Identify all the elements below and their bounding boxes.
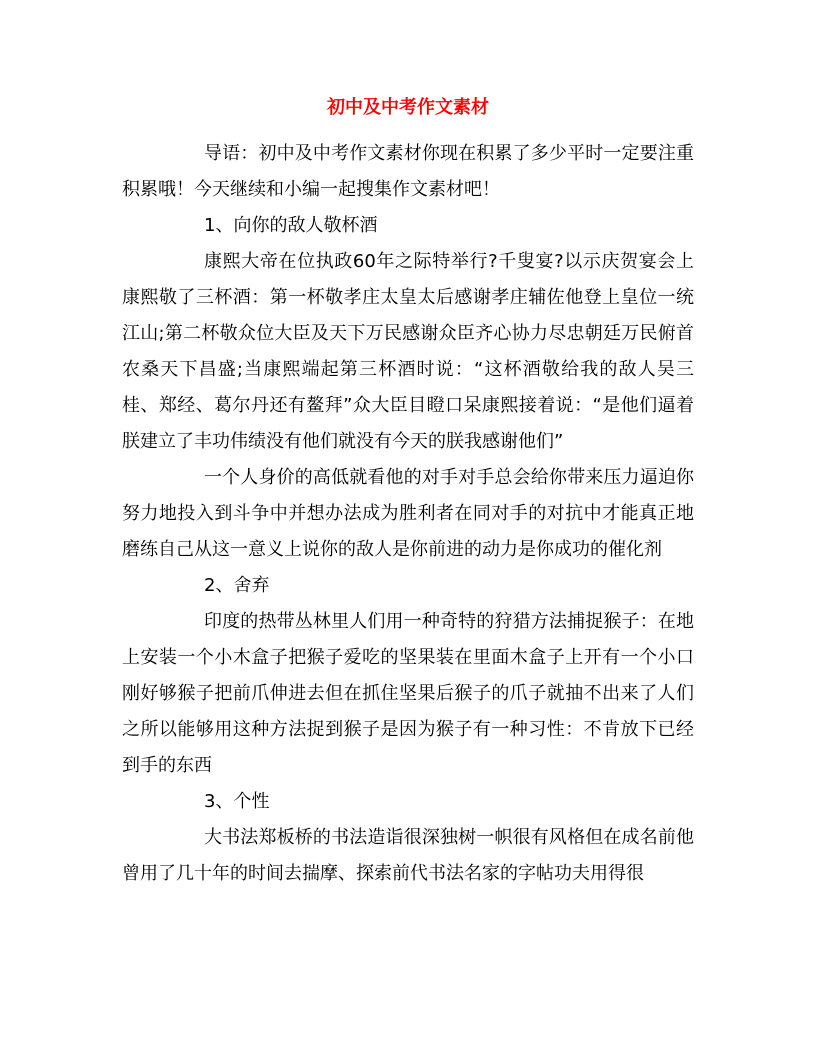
body-paragraph: 大书法郑板桥的书法造诣很深独树一帜很有风格但在成名前他曾用了几十年的时间去揣摩、探索前代书法名家的字帖功夫用得很	[122, 827, 694, 884]
section-heading-3: 3、个性	[204, 791, 270, 812]
document-title: 初中及中考作文素材	[327, 97, 489, 118]
body-paragraph: 一个人身价的高低就看他的对手对手总会给你带来压力逼迫你努力地投入到斗争中并想办法成为胜利者在同对手的对抗中才能真正地磨练自己从这一意义上说你的敌人是你前进的动力是你成功的催化剂	[122, 467, 694, 560]
intro-paragraph: 导语：初中及中考作文素材你现在积累了多少平时一定要注重积累哦！今天继续和小编一起搜集作文素材吧！	[122, 143, 694, 200]
body-paragraph: 印度的热带丛林里人们用一种奇特的狩猎方法捕捉猴子：在地上安装一个小木盒子把猴子爱吃的坚果装在里面木盒子上开有一个小口刚好够猴子把前爪伸进去但在抓住坚果后猴子的爪子就抽不出来了人们之所以能够用这种方法捉到猴子是因为猴子有一种习性：不肯放下已经到手的东西	[122, 611, 694, 776]
document-body	[122, 136, 694, 892]
section-heading-2: 2、舍弃	[204, 575, 270, 596]
section-heading-1: 1、向你的敌人敬杯酒	[204, 215, 378, 236]
body-paragraph: 康熙大帝在位执政60年之际特举行?千叟宴?以示庆贺宴会上康熙敬了三杯酒：第一杯敬孝庄太皇太后感谢孝庄辅佐他登上皇位一统江山;第二杯敬众位大臣及天下万民感谢众臣齐心协力尽忠朝廷万民俯首农桑天下昌盛;当康熙端起第三杯酒时说：“这杯酒敬给我的敌人吴三桂、郑经、葛尔丹还有鳌拜”众大臣目瞪口呆康熙接着说：“是他们逼着朕建立了丰功伟绩没有他们就没有今天的朕我感谢他们”	[122, 251, 694, 452]
